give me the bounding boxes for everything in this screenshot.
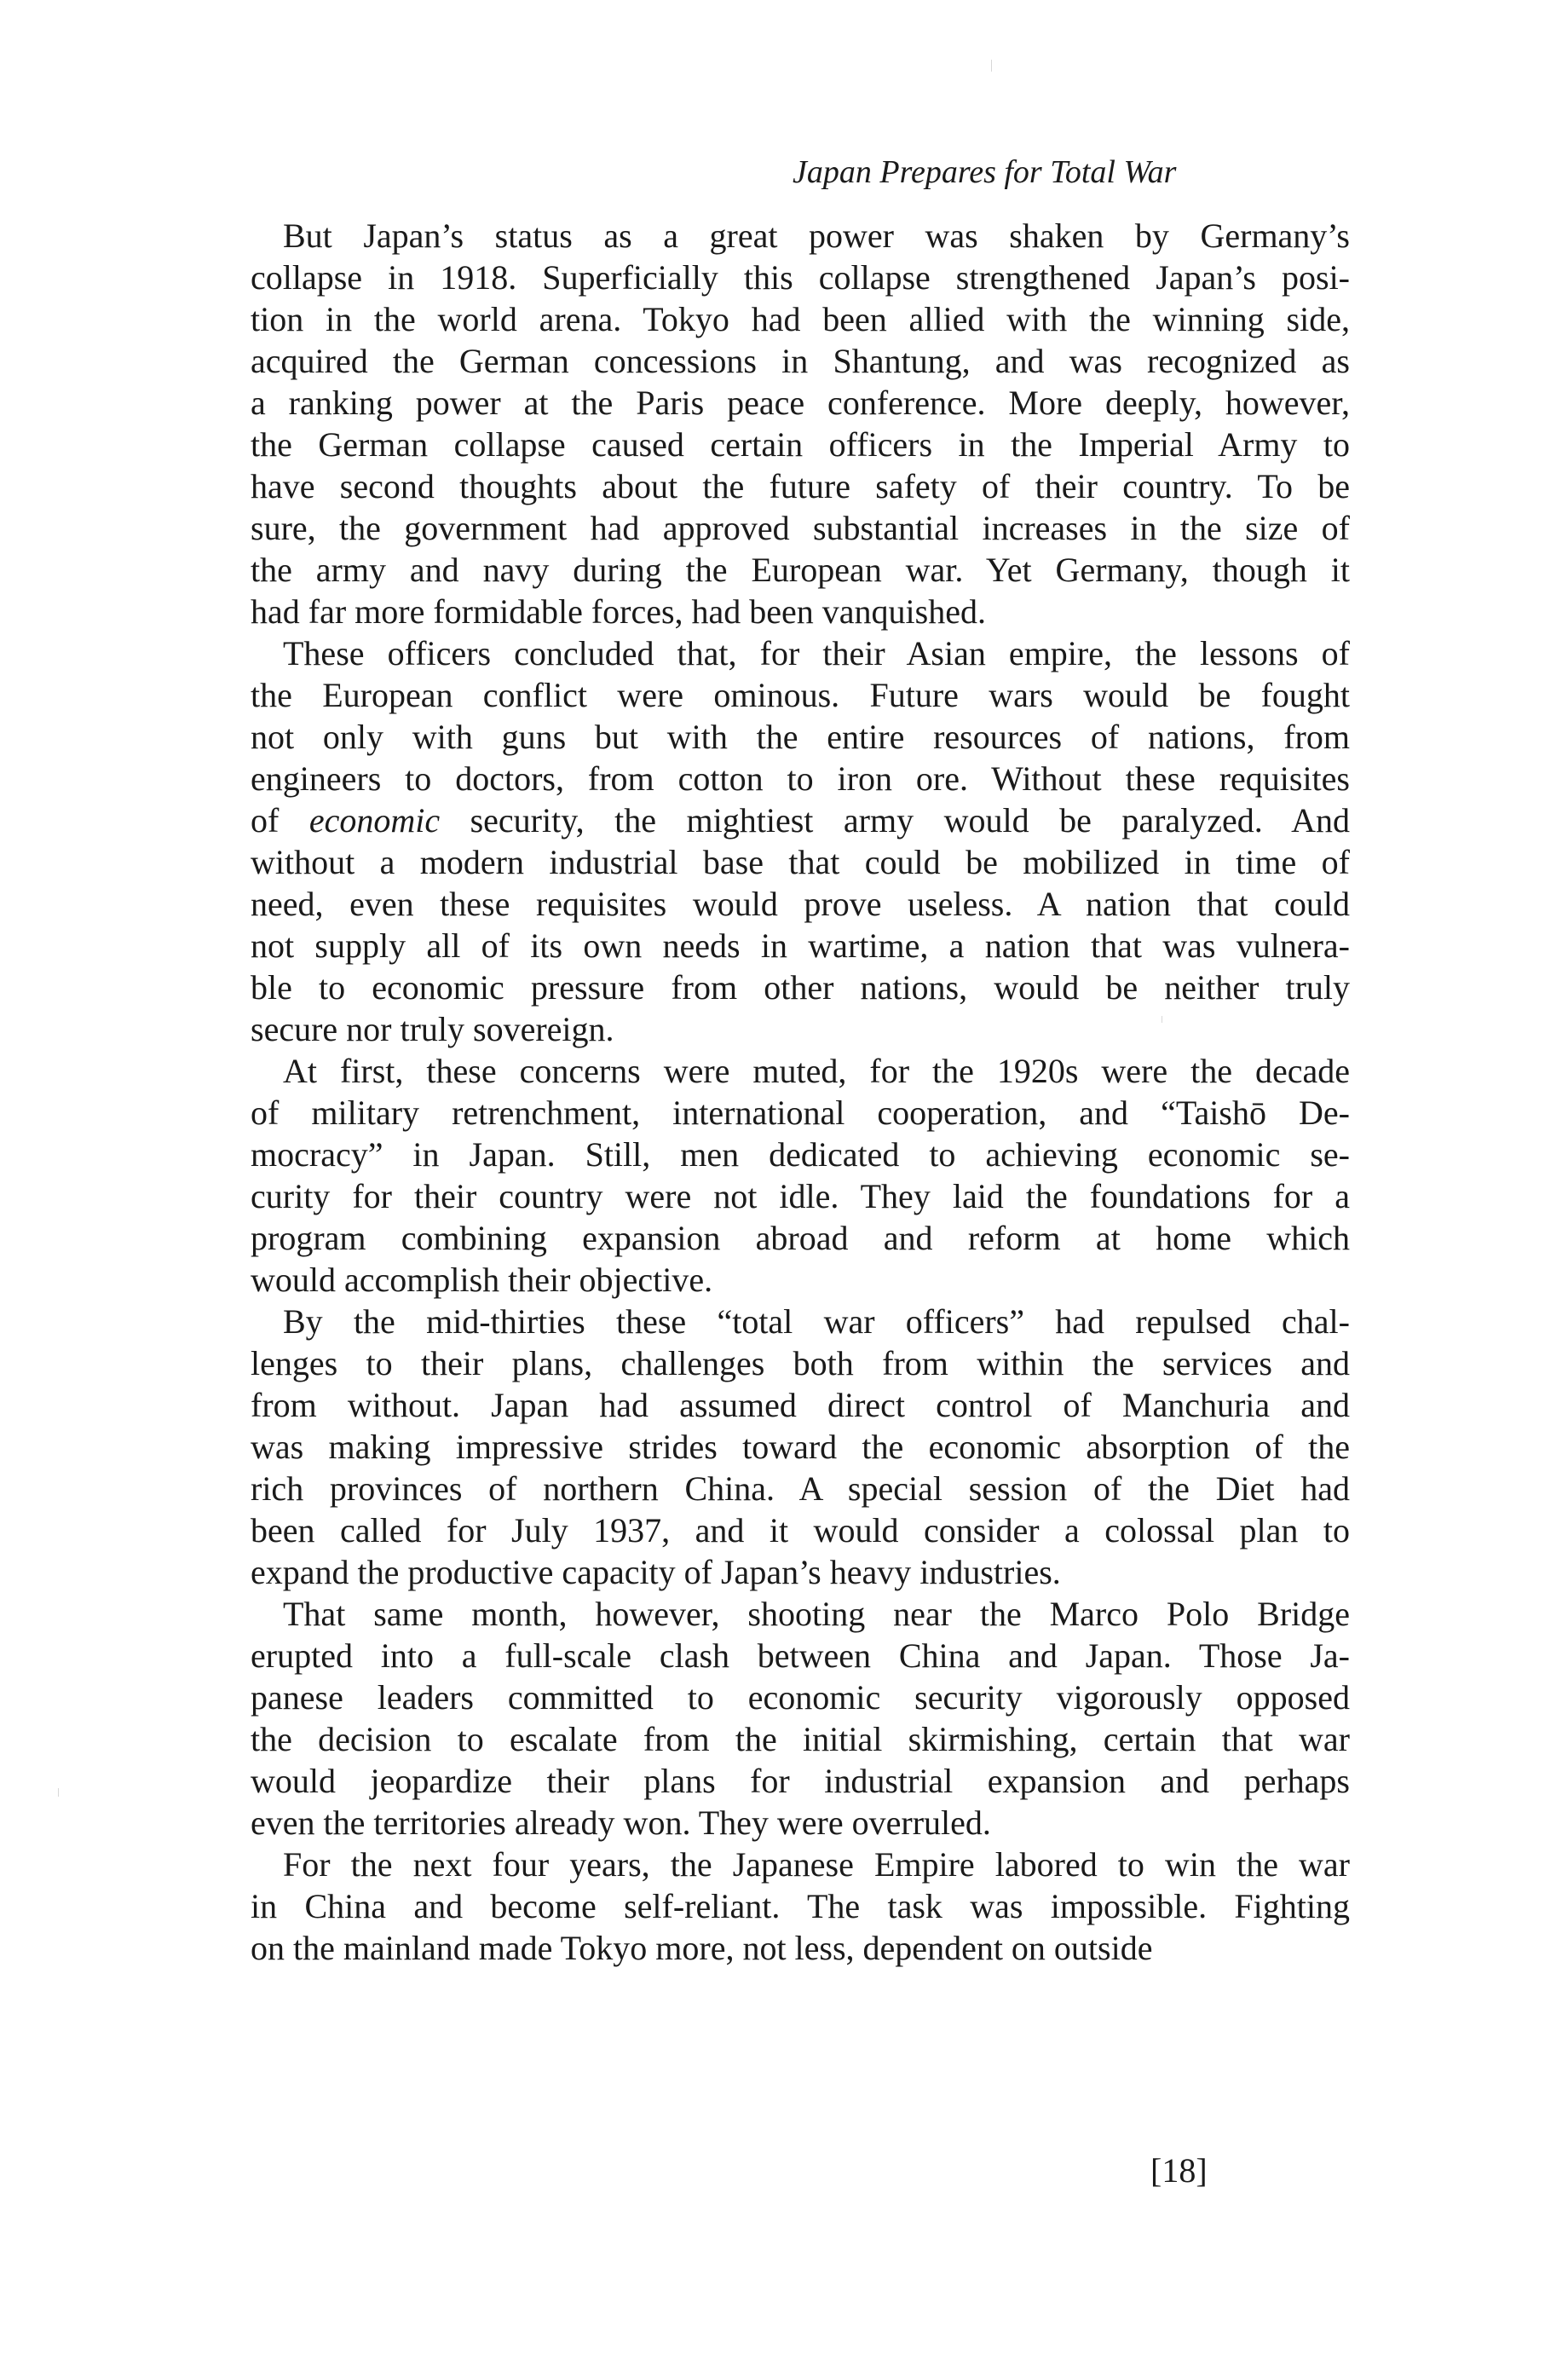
text-line: not supply all of its own needs in wartime, a nation that was vulnera- xyxy=(251,926,1350,965)
paragraph xyxy=(251,1593,1350,1844)
text-line: need, even these requisites would prove useless. A nation that could xyxy=(251,885,1350,923)
text-line: the German collapse caused certain officers in the Imperial Army to xyxy=(251,425,1350,464)
text-line: the European conflict were ominous. Future wars would be fought xyxy=(251,676,1350,714)
text-line: secure nor truly sovereign. xyxy=(251,1010,614,1048)
paragraph xyxy=(251,632,1350,1050)
text-line: without a modern industrial base that could be mobilized in time of xyxy=(251,843,1350,881)
text-line: on the mainland made Tokyo more, not less, dependent on outside xyxy=(251,1929,1153,1967)
text-line: in China and become self-reliant. The task was impossible. Fighting xyxy=(251,1887,1350,1925)
text-line: program combining expansion abroad and reform at home which xyxy=(251,1219,1350,1257)
text-line: been called for July 1937, and it would consider a colossal plan to xyxy=(251,1511,1350,1549)
text-line: engineers to doctors, from cotton to iron ore. Without these requisites xyxy=(251,759,1350,798)
text-line: the army and navy during the European war. Yet Germany, though it xyxy=(251,551,1350,589)
scan-speck xyxy=(991,60,992,72)
text-line: acquired the German concessions in Shantung, and was recognized as xyxy=(251,342,1350,380)
text-line: sure, the government had approved substantial increases in the size of xyxy=(251,509,1350,547)
text-line: By the mid-thirties these “total war officers” had repulsed chal- xyxy=(283,1302,1350,1341)
text-line: would accomplish their objective. xyxy=(251,1261,713,1299)
emphasis: economic xyxy=(308,801,441,840)
text-line: For the next four years, the Japanese Empire labored to win the war xyxy=(283,1845,1350,1884)
text-line: erupted into a full-scale clash between China and Japan. Those Ja- xyxy=(251,1636,1350,1675)
text-line: curity for their country were not idle. They laid the foundations for a xyxy=(251,1177,1350,1215)
text-line: But Japan’s status as a great power was shaken by Germany’s xyxy=(283,216,1350,255)
text-line: would jeopardize their plans for industrial expansion and perhaps xyxy=(251,1762,1350,1800)
text-line: At first, these concerns were muted, for the 1920s were the decade xyxy=(283,1052,1350,1090)
text-line: mocracy” in Japan. Still, men dedicated to achieving economic se- xyxy=(251,1135,1350,1174)
text-line: of economic security, the mightiest army would be paralyzed. And xyxy=(251,801,1350,840)
paragraph xyxy=(251,1844,1350,1969)
text-line: had far more formidable forces, had been vanquished. xyxy=(251,592,986,631)
text-line: ble to economic pressure from other nations, would be neither truly xyxy=(251,968,1350,1007)
paragraph xyxy=(251,1050,1350,1301)
text-line: expand the productive capacity of Japan’s heavy industries. xyxy=(251,1553,1061,1591)
text-line: These officers concluded that, for their Asian empire, the lessons of xyxy=(283,634,1350,672)
paragraph xyxy=(251,215,1350,632)
text-line: collapse in 1918. Superficially this collapse strengthened Japan’s posi- xyxy=(251,258,1350,297)
text-line: lenges to their plans, challenges both from within the services and xyxy=(251,1344,1350,1382)
text-line: have second thoughts about the future safety of their country. To be xyxy=(251,467,1350,505)
text-line: rich provinces of northern China. A special session of the Diet had xyxy=(251,1469,1350,1508)
text-line: a ranking power at the Paris peace conference. More deeply, however, xyxy=(251,384,1350,422)
text-line: the decision to escalate from the initial skirmishing, certain that war xyxy=(251,1720,1350,1758)
scan-speck xyxy=(58,1788,59,1797)
text-line: from without. Japan had assumed direct control of Manchuria and xyxy=(251,1386,1350,1424)
text-line: was making impressive strides toward the economic absorption of the xyxy=(251,1428,1350,1466)
paragraph xyxy=(251,1301,1350,1593)
text-line: of military retrenchment, international cooperation, and “Taishō De- xyxy=(251,1094,1350,1132)
running-head: Japan Prepares for Total War xyxy=(793,154,1177,190)
text-line: tion in the world arena. Tokyo had been allied with the winning side, xyxy=(251,300,1350,338)
page-number: [18] xyxy=(1150,2151,1208,2190)
text-line: panese leaders committed to economic security vigorously opposed xyxy=(251,1678,1350,1717)
text-line: not only with guns but with the entire resources of nations, from xyxy=(251,718,1350,756)
text-line: even the territories already won. They were overruled. xyxy=(251,1803,991,1842)
body-text xyxy=(251,215,1350,1969)
text-line: That same month, however, shooting near the Marco Polo Bridge xyxy=(283,1595,1350,1633)
